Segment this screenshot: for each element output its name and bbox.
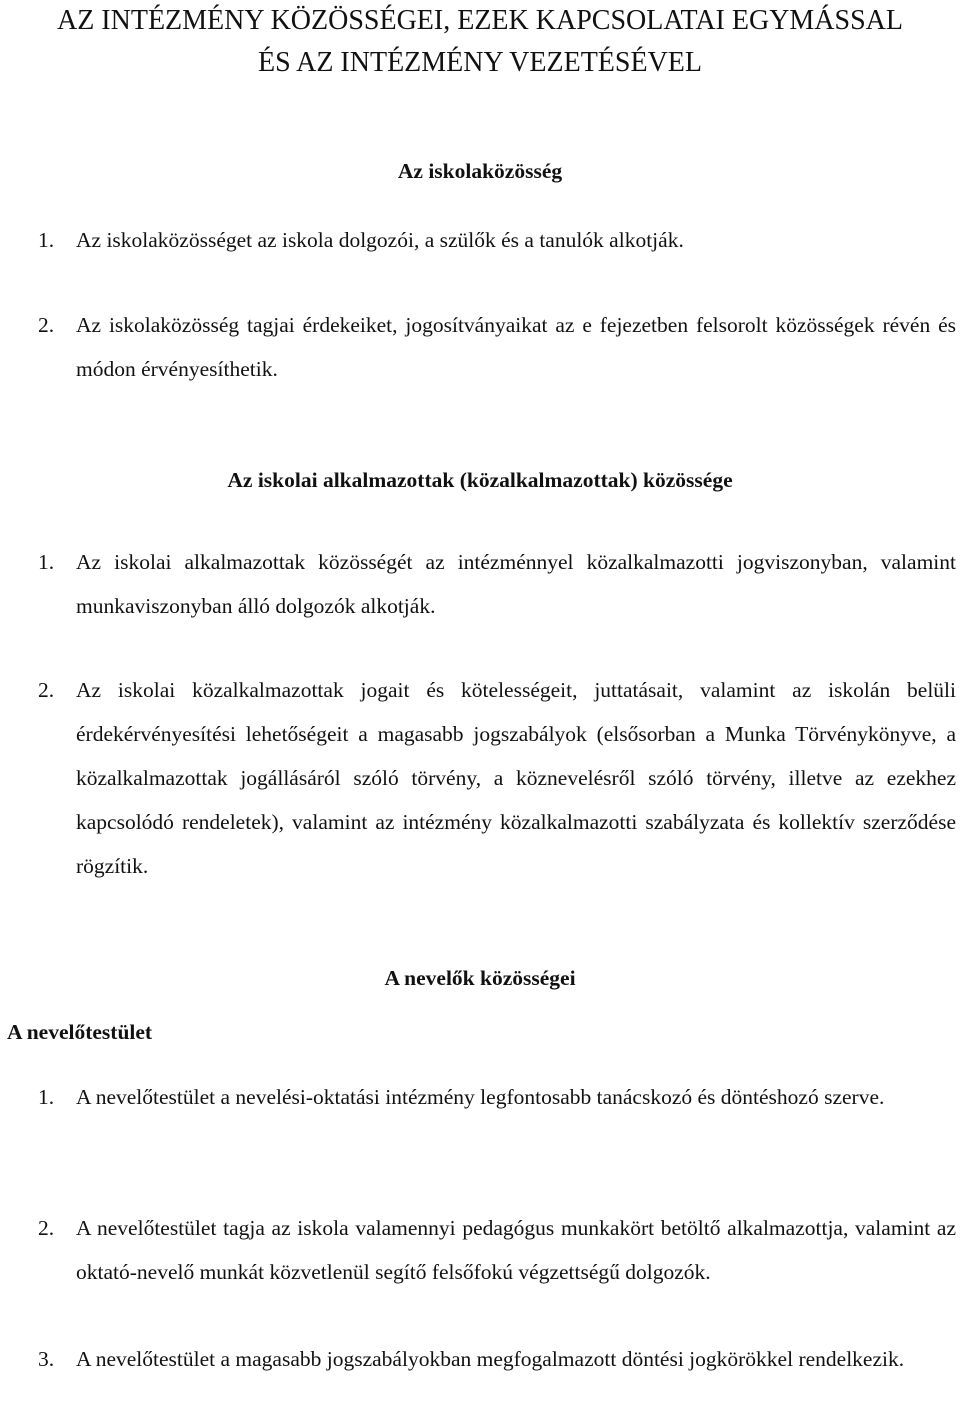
list-item-text: A nevelőtestület a nevelési-oktatási intézmény legfontosabb tanácskozó és döntéshozó szerve.: [76, 1085, 885, 1109]
list-item-number: 2.: [38, 1216, 55, 1240]
subheading-nevelotestulet: A nevelőtestület: [7, 1020, 153, 1044]
list-item: [38, 668, 956, 888]
list-item-text: Az iskolaközösséget az iskola dolgozói, a szülők és a tanulók alkotják.: [76, 228, 684, 252]
list-item-number: 1.: [38, 228, 55, 252]
list-item-number: 1.: [38, 1085, 55, 1109]
list-item: [38, 1206, 956, 1294]
document-title-line-2: ÉS AZ INTÉZMÉNY VEZETÉSÉVEL: [257, 47, 703, 78]
list-item: [38, 1075, 956, 1119]
list-item-text: Az iskolai alkalmazottak közösségét az intézménnyel közalkalmazotti jogviszonyban, valamint munkaviszonyban álló dolgozók alkotják.: [76, 550, 956, 618]
list-item-text: Az iskolai közalkalmazottak jogait és kötelességeit, juttatásait, valamint az iskolán belüli érdekérvényesítési lehetőségeit a magasabb jogszabályok (elsősorban a Munka Törvénykönyve, a közalkalmazottak jogállásáról szóló törvény, a köznevelésről szóló törvény, illetve az ezekhez kapcsolódó rendeletek), valamint az intézmény közalkalmazotti szabályzata és kollektív szerződése rögzítik.: [76, 678, 956, 878]
list-item: [38, 303, 956, 391]
section-heading-iskolakozosseg: Az iskolaközösség: [397, 159, 563, 183]
list-item-text: A nevelőtestület a magasabb jogszabályokban megfogalmazott döntési jogkörökkel rendelkezik.: [76, 1347, 905, 1371]
section-heading-nevelok: A nevelők közösségei: [384, 966, 576, 990]
list-item: [38, 218, 956, 262]
list-item-number: 3.: [38, 1347, 55, 1371]
document-title-line-1: AZ INTÉZMÉNY KÖZÖSSÉGEI, EZEK KAPCSOLATAI EGYMÁSSAL: [56, 5, 903, 36]
list-item-number: 2.: [38, 678, 55, 702]
section-heading-alkalmazottak: Az iskolai alkalmazottak (közalkalmazottak) közössége: [227, 468, 733, 492]
list-item-number: 2.: [38, 313, 55, 337]
document-title: [0, 0, 960, 84]
list-item: [38, 1337, 956, 1381]
list-item: [38, 540, 956, 628]
list-item-number: 1.: [38, 550, 55, 574]
list-item-text: A nevelőtestület tagja az iskola valamennyi pedagógus munkakört betöltő alkalmazottja, valamint az oktató-nevelő munkát közvetlenül segítő felsőfokú végzettségű dolgozók.: [76, 1216, 956, 1284]
list-item-text: Az iskolaközösség tagjai érdekeiket, jogosítványaikat az e fejezetben felsorolt közösségek révén és módon érvényesíthetik.: [76, 313, 956, 381]
